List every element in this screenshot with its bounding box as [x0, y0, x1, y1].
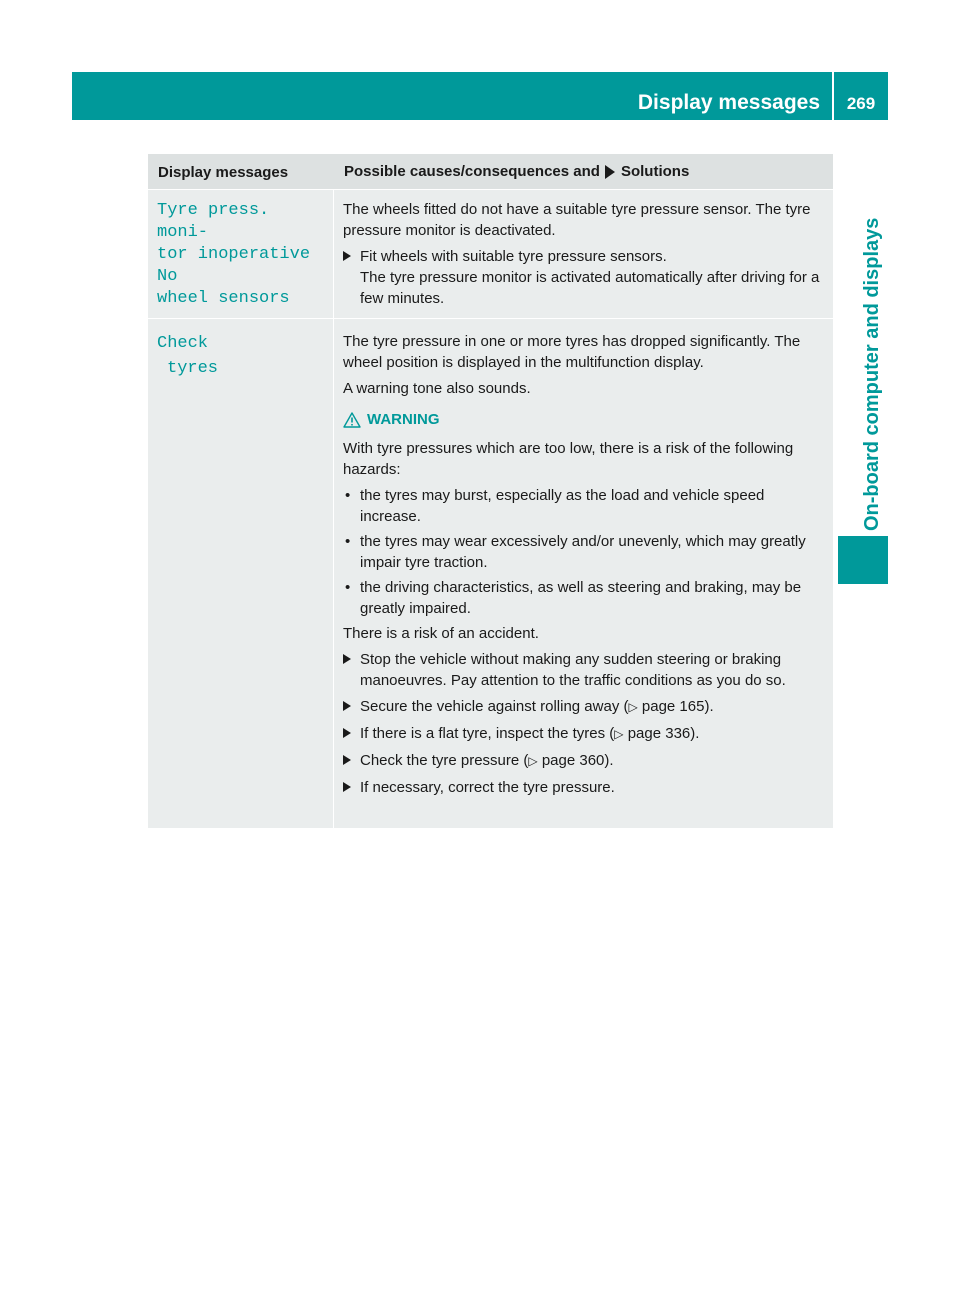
step-text: Stop the vehicle without making any sudden steering or braking manoeuvres. Pay attention to the traffic conditions as you do so. [360, 651, 786, 689]
solution-step [343, 723, 827, 745]
step-arrow-icon [343, 777, 360, 798]
page-ref-arrow-icon: ▷ [628, 700, 638, 714]
table-row [148, 318, 833, 828]
page-number: 269 [846, 94, 876, 113]
step-arrow-icon [343, 696, 360, 718]
solution-step [343, 777, 827, 798]
column-header-causes-text: Possible causes/consequences and [344, 162, 600, 180]
hazard-text: the tyres may wear excessively and/or unevenly, which may greatly impair tyre traction. [360, 533, 806, 571]
risk-text: There is a risk of an accident. [343, 625, 539, 642]
solution-step [343, 696, 827, 718]
column-header-solutions-text: Solutions [620, 162, 690, 180]
hazard-text: the tyres may burst, especially as the load and vehicle speed increase. [360, 487, 765, 525]
display-message-cell [148, 190, 334, 318]
warning-triangle-icon [343, 412, 361, 428]
display-message-line: Check [157, 334, 209, 353]
cause-text: The wheels fitted do not have a suitable tyre pressure sensor. The tyre pressure monitor is deactivated. [343, 201, 811, 239]
causes-solutions-cell [334, 319, 833, 828]
bullet-icon: • [345, 579, 351, 596]
step-text-end: ). [604, 752, 614, 769]
column-header-display-messages: Display messages [158, 164, 289, 181]
cause-text: A warning tone also sounds. [343, 380, 531, 397]
step-text: If there is a flat tyre, inspect the tyres ( [360, 725, 615, 742]
step-arrow-icon [343, 246, 360, 309]
chapter-side-tab-label: On-board computer and displays [861, 217, 883, 531]
page-ref-arrow-icon: ▷ [614, 727, 624, 741]
step-text: If necessary, correct the tyre pressure. [360, 779, 615, 796]
hazard-item [343, 531, 827, 573]
step-note: The tyre pressure monitor is activated automatically after driving for a few minutes. [360, 269, 820, 307]
display-message-line: tor inoperative No [157, 245, 311, 286]
bullet-icon: • [345, 533, 351, 550]
causes-solutions-cell [334, 190, 833, 318]
display-message-line: tyres [167, 359, 219, 378]
solution-step [343, 649, 827, 691]
step-text: Secure the vehicle against rolling away ( [360, 698, 629, 715]
table-header-row [148, 154, 833, 189]
step-arrow-icon [343, 723, 360, 745]
cause-text: The tyre pressure in one or more tyres has dropped significantly. The wheel position is displayed in the multifunction display. [343, 333, 801, 371]
display-message-line: wheel sensors [157, 289, 290, 308]
column-header-causes-solutions [334, 154, 833, 189]
page-header-bar [72, 72, 888, 120]
hazard-item [343, 485, 827, 527]
solution-step [343, 750, 827, 772]
display-messages-table [148, 154, 833, 828]
arrow-right-icon [605, 165, 615, 179]
display-message-line: Tyre press. moni- [157, 201, 270, 242]
hazard-text: the driving characteristics, as well as steering and braking, may be greatly impaired. [360, 579, 802, 617]
step-arrow-icon [343, 750, 360, 772]
page-ref-link[interactable]: page 336 [627, 725, 691, 742]
solution-step [343, 246, 827, 309]
step-text: Fit wheels with suitable tyre pressure sensors. [360, 248, 667, 265]
bullet-icon: • [345, 487, 351, 504]
chapter-side-tab-marker [838, 536, 888, 584]
table-row [148, 189, 833, 318]
display-message-cell [148, 319, 334, 828]
page-header-title: Display messages [637, 91, 820, 114]
warning-heading [343, 409, 827, 430]
page-ref-link[interactable]: page 360 [541, 752, 605, 769]
step-text: Check the tyre pressure ( [360, 752, 529, 769]
step-text-end: ). [690, 725, 700, 742]
step-arrow-icon [343, 649, 360, 691]
hazard-item [343, 577, 827, 619]
step-text-end: ). [704, 698, 714, 715]
page-ref-link[interactable]: page 165 [641, 698, 705, 715]
warning-label: WARNING [367, 411, 440, 428]
warning-text: With tyre pressures which are too low, there is a risk of the following hazards: [343, 440, 794, 478]
page-ref-arrow-icon: ▷ [528, 754, 538, 768]
